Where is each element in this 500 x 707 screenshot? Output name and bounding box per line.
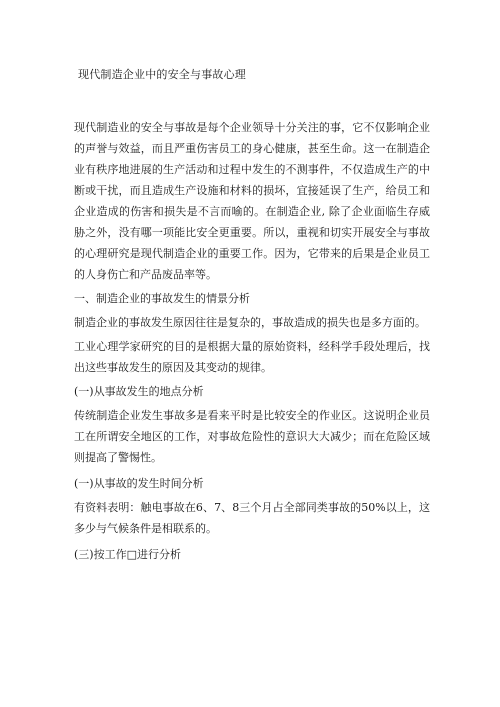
intro-paragraph: 现代制造业的安全与事故是每个企业领导十分关注的事，它不仅影响企业的声誉与效益，而且严重伤害员工的身心健康，甚至生命。这一在制造企业有秩序地进展的生产活动和过程中发生的不测事件，不仅造成生产的中断或干扰，而且造成生产设施和材料的损坏，宜接延误了生产，给员工和企业造成的伤害和损失是不言而喻的。在制造企业, 除了企业面临生存威胁之外，没有哪一项能比安全更重要。所以，重视和切实开展安全与事故的心理研究是现代制造企业的重要工作。因为，它带来的后果是企业员工的人身伤亡和产品废品率等。 — [74, 121, 430, 281]
subsection-heading-location: (一)从事故发生的地点分析 — [74, 385, 204, 398]
subsection-heading-work: (三)按工作□进行分析 — [74, 548, 181, 561]
section1-paragraph-2: 工业心理学家研究的目的是根据大量的原始资料，经科学手段处理后，找出这些事故发生的原因及其变动的规律。 — [74, 340, 430, 374]
document-body — [74, 117, 430, 565]
subsection-heading-time: (一)从事故的发生时间分析 — [74, 477, 204, 490]
subsection-text-location: 传统制造企业发生事故多是看来平时是比较安全的作业区。这说明企业员工在所谓安全地区的工作，对事故危险性的意识大大减少；而在危险区域则提高了警惕性。 — [74, 409, 430, 464]
subsection-text-time: 有资料表明：触电事故在6、7、8三个月占全部同类事故的50%以上，这多少与气候条件是相联系的。 — [74, 501, 430, 535]
section1-paragraph-1: 制造企业的事故发生原因往往是复杂的，事故造成的损失也是多方面的。 — [74, 316, 426, 329]
section-heading: 一、制造企业的事故发生的情景分析 — [74, 292, 250, 305]
document-title: 现代制造企业中的安全与事故心理 — [78, 68, 246, 81]
